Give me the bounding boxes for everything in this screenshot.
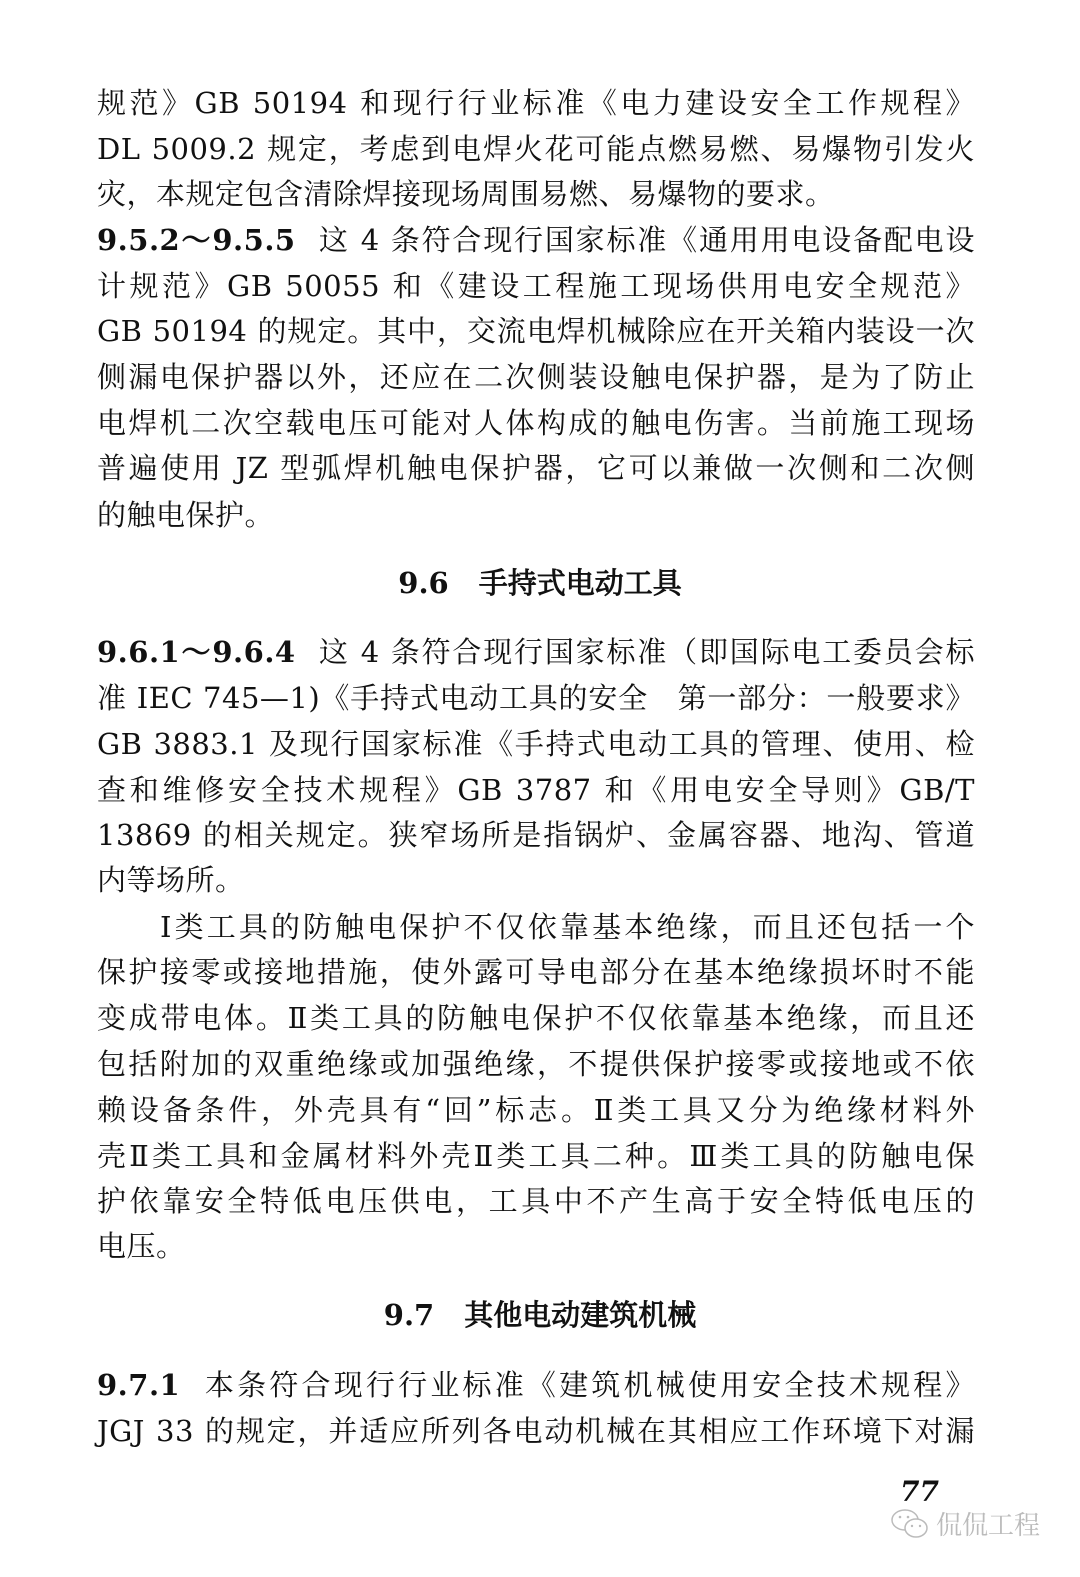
line-text: 侧漏电保护器以外，还应在二次侧装设触电保护器，是为了防止 <box>97 360 975 394</box>
heading-title: 手持式电动工具 <box>478 566 682 600</box>
text-line <box>97 998 975 1038</box>
text-line <box>97 495 975 535</box>
text-line <box>97 952 975 992</box>
section-heading-9-6 <box>0 563 1080 603</box>
text-line <box>97 678 975 718</box>
text-line <box>97 1044 975 1084</box>
text-line <box>97 815 975 855</box>
line-text: 这 4 条符合现行国家标准《通用用电设备配电设 <box>317 223 975 257</box>
line-text: JGJ 33 的规定，并适应所列各电动机械在其相应工作环境下对漏 <box>97 1414 975 1448</box>
text-line <box>97 174 975 214</box>
line-text: Ⅰ类工具的防触电保护不仅依靠基本绝缘，而且还包括一个 <box>160 910 975 944</box>
line-text: 普遍使用 JZ 型弧焊机触电保护器，它可以兼做一次侧和二次侧 <box>97 451 975 485</box>
line-text: DL 5009.2 规定，考虑到电焊火花可能点燃易燃、易爆物引发火 <box>97 132 975 166</box>
line-text: GB 50194 的规定。其中，交流电焊机械除应在开关箱内装设一次 <box>97 314 975 348</box>
line-text: 保护接零或接地措施，使外露可导电部分在基本绝缘损坏时不能 <box>97 955 975 989</box>
line-text: 护依靠安全特低电压供电，工具中不产生高于安全特低电压的 <box>97 1184 975 1218</box>
line-text: 的触电保护。 <box>97 498 275 532</box>
line-text: 变成带电体。Ⅱ类工具的防触电保护不仅依靠基本绝缘，而且还 <box>97 1001 975 1035</box>
text-line <box>97 1181 975 1221</box>
text-line <box>97 220 975 260</box>
text-line <box>97 1411 975 1451</box>
line-text: 这 4 条符合现行国家标准（即国际电工委员会标 <box>317 635 975 669</box>
text-line <box>97 311 975 351</box>
text-line <box>97 724 975 764</box>
line-text: 壳Ⅱ类工具和金属材料外壳Ⅱ类工具二种。Ⅲ类工具的防触电保 <box>97 1139 975 1173</box>
heading-number: 9.6 <box>398 566 449 600</box>
wechat-icon <box>890 1507 930 1541</box>
clause-number: 9.5.2～9.5.5 <box>97 223 296 257</box>
line-text: 13869 的相关规定。狭窄场所是指锅炉、金属容器、地沟、管道 <box>97 818 975 852</box>
text-line <box>97 860 975 900</box>
line-text: 电焊机二次空载电压可能对人体构成的触电伤害。当前施工现场 <box>97 406 975 440</box>
line-text: 灾，本规定包含清除焊接现场周围易燃、易爆物的要求。 <box>97 177 835 211</box>
text-line <box>97 1136 975 1176</box>
watermark-text: 侃侃工程 <box>936 1511 1041 1541</box>
line-text: 赖设备条件，外壳具有“回”标志。Ⅱ类工具又分为绝缘材料外 <box>97 1093 975 1127</box>
line-text: 电压。 <box>97 1229 186 1263</box>
text-line <box>97 1365 975 1405</box>
line-text: 查和维修安全技术规程》GB 3787 和《用电安全导则》GB/T <box>97 773 975 807</box>
line-text: 计规范》GB 50055 和《建设工程施工现场供用电安全规范》 <box>97 269 975 303</box>
text-line <box>97 770 975 810</box>
line-text: GB 3883.1 及现行国家标准《手持式电动工具的管理、使用、检 <box>97 727 975 761</box>
text-line <box>97 266 975 306</box>
line-text: 包括附加的双重绝缘或加强绝缘，不提供保护接零或接地或不依 <box>97 1047 975 1081</box>
text-line <box>97 129 975 169</box>
line-text: 规范》GB 50194 和现行行业标准《电力建设安全工作规程》 <box>97 86 975 120</box>
text-line <box>160 907 975 947</box>
text-line <box>97 403 975 443</box>
text-line <box>97 83 975 123</box>
heading-number: 9.7 <box>383 1298 435 1332</box>
text-line <box>97 357 975 397</box>
line-text: 准 IEC 745—1)《手持式电动工具的安全 第一部分：一般要求》 <box>97 681 975 715</box>
line-text: 本条符合现行行业标准《建筑机械使用安全技术规程》 <box>202 1368 975 1402</box>
clause-number: 9.7.1 <box>97 1368 181 1402</box>
heading-title: 其他电动建筑机械 <box>464 1298 697 1332</box>
page-number: 77 <box>900 1475 939 1508</box>
watermark <box>890 1505 1040 1542</box>
clause-number: 9.6.1～9.6.4 <box>97 635 296 669</box>
text-line <box>97 448 975 488</box>
text-line <box>97 1090 975 1130</box>
text-line <box>97 632 975 672</box>
section-heading-9-7 <box>0 1295 1080 1335</box>
line-text: 内等场所。 <box>97 863 245 897</box>
text-line <box>97 1226 975 1266</box>
